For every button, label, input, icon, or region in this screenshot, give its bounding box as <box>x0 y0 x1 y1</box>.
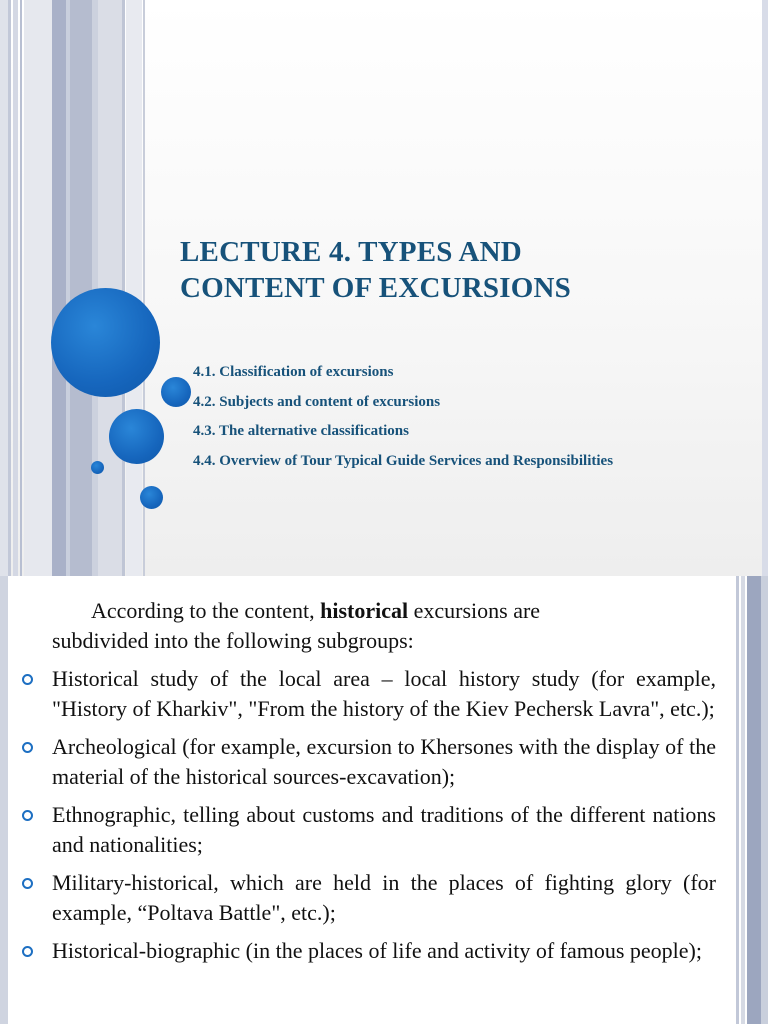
tiny-circle-decoration <box>91 461 104 474</box>
ring-bullet-icon <box>22 742 33 753</box>
right-bars <box>761 576 768 1024</box>
intro-line-2: subdivided into the following subgroups: <box>52 628 414 653</box>
slide-body <box>22 596 716 974</box>
list-item-text: Archeological (for example, excursion to Khersones with the display of the material of the historical sources-excavation); <box>52 734 716 789</box>
contents-item: 4.1. Classification of excursions <box>193 364 394 380</box>
list-item <box>22 868 716 928</box>
lecture-title-line: LECTURE 4. TYPES AND <box>180 236 522 268</box>
list-item-text: Historical study of the local area – local history study (for example, "History of Kharkiv", "From the history of the Kiev Pechersk Lavra", etc.); <box>52 666 716 721</box>
intro-line <box>22 596 716 626</box>
decorative-side-bars <box>0 0 160 576</box>
ring-bullet-icon <box>22 946 33 957</box>
ring-bullet-icon <box>22 810 33 821</box>
list-item-text: Ethnographic, telling about customs and traditions of the different nations and nationalities; <box>52 802 716 857</box>
lecture-title-line: CONTENT OF EXCURSIONS <box>180 272 571 304</box>
list-item <box>22 732 716 792</box>
contents-item: 4.3. The alternative classifications <box>193 423 409 439</box>
intro-prefix: According to the content, <box>91 598 321 623</box>
content-slide <box>0 576 768 1024</box>
intro-suffix: excursions are <box>408 598 541 623</box>
lecture-title <box>180 234 740 306</box>
contents-item: 4.2. Subjects and content of excursions <box>193 393 441 410</box>
large-circle-decoration <box>51 288 160 397</box>
ring-bullet-icon <box>22 878 33 889</box>
list-item <box>22 800 716 860</box>
right-bars <box>741 576 745 1024</box>
small-circle-decoration <box>161 377 191 407</box>
right-edge-bar <box>762 0 768 576</box>
list-item <box>22 936 716 966</box>
contents-item: 4.4. Overview of Tour Typical Guide Services and Responsibilities <box>193 452 614 469</box>
subgroup-list <box>22 664 716 966</box>
intro-bold-word: historical <box>320 598 409 623</box>
list-item <box>22 664 716 724</box>
intro-paragraph <box>22 596 716 656</box>
list-item-text: Military-historical, which are held in the places of fighting glory (for example, “Poltava Battle", etc.); <box>52 870 716 925</box>
right-bars <box>747 576 761 1024</box>
ring-bullet-icon <box>22 674 33 685</box>
lecture-contents-list <box>193 358 753 476</box>
list-item-text: Historical-biographic (in the places of life and activity of famous people); <box>52 938 702 963</box>
small-circle-decoration <box>140 486 163 509</box>
medium-circle-decoration <box>109 409 164 464</box>
left-edge-bar <box>0 576 8 1024</box>
right-bars <box>736 576 739 1024</box>
